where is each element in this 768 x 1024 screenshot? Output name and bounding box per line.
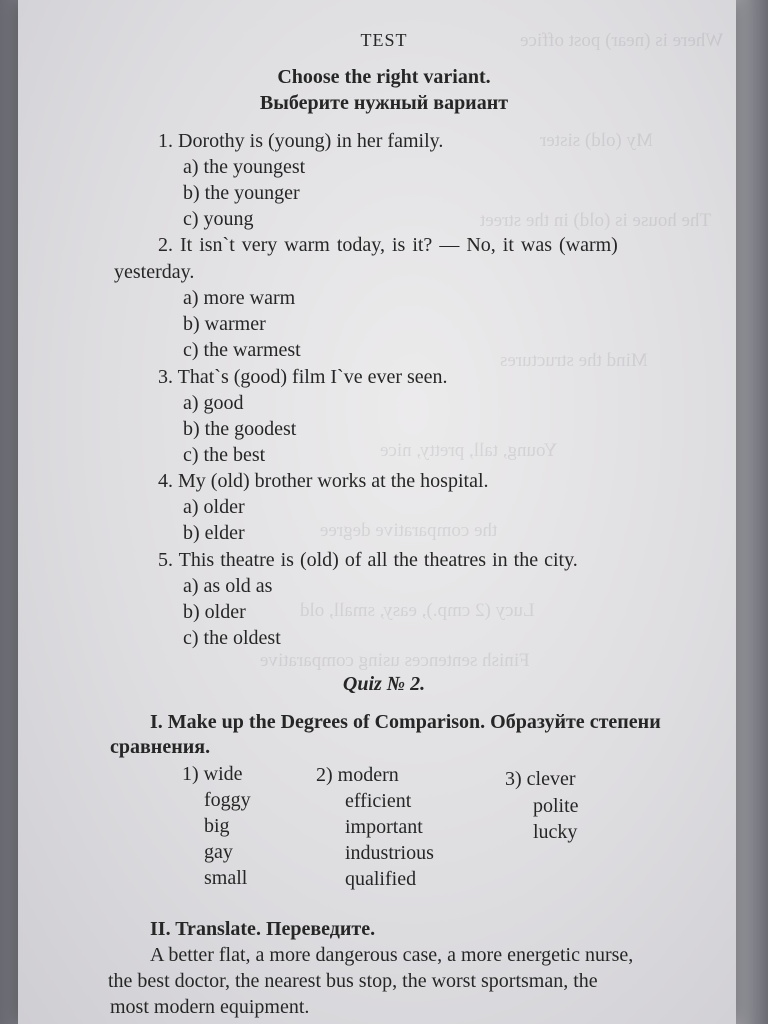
question-4-option-b: b) elder — [183, 522, 245, 544]
column-3-word: polite — [533, 795, 579, 817]
column-2-word: industrious — [345, 842, 434, 864]
question-3-stem: 3. That`s (good) film I`ve ever seen. — [158, 366, 448, 388]
question-1-option-b: b) the younger — [183, 182, 300, 204]
page-title: TEST — [360, 30, 408, 50]
question-4-stem: 4. My (old) brother works at the hospital. — [158, 470, 489, 492]
question-1-stem: 1. Dorothy is (young) in her family. — [158, 130, 444, 152]
question-2-option-c: c) the warmest — [183, 339, 301, 361]
task-1-heading: I. Make up the Degrees of Comparison. Образуйте степени — [150, 711, 661, 733]
question-3-option-c: c) the best — [183, 444, 266, 466]
question-1-option-a: a) the youngest — [183, 156, 306, 178]
column-1-word: foggy — [204, 789, 251, 811]
question-5-option-a: a) as old as — [183, 575, 273, 597]
question-3-option-a: a) good — [183, 392, 244, 414]
question-2-stem: 2. It isn`t very warm today, is it? — No, it was (warm) — [158, 234, 618, 256]
question-2-stem-continued: yesterday. — [114, 261, 195, 283]
question-4-option-a: a) older — [183, 496, 245, 518]
question-2-option-b: b) warmer — [183, 313, 266, 335]
column-1-word: gay — [204, 841, 233, 863]
column-1-word: big — [204, 815, 230, 837]
question-3-option-b: b) the goodest — [183, 418, 297, 440]
column-3-label: 3) clever — [505, 768, 576, 790]
question-5-option-c: c) the oldest — [183, 627, 281, 649]
instruction-english: Choose the right variant. — [277, 66, 491, 88]
task-2-heading: II. Translate. Переведите. — [150, 918, 376, 940]
translation-line-2: the best doctor, the nearest bus stop, the worst sportsman, the — [108, 970, 598, 992]
column-1-label: 1) wide — [182, 763, 243, 785]
question-1-option-c: c) young — [183, 208, 254, 230]
question-2-option-a: a) more warm — [183, 287, 296, 309]
question-5-stem: 5. This theatre is (old) of all the theatres in the city. — [158, 549, 578, 571]
column-3-word: lucky — [533, 821, 578, 843]
column-2-word: qualified — [345, 868, 417, 890]
column-1-word: small — [204, 867, 248, 889]
instruction-russian: Выберите нужный вариант — [259, 92, 509, 114]
question-5-option-b: b) older — [183, 601, 246, 623]
column-2-label: 2) modern — [316, 764, 399, 786]
column-2-word: efficient — [345, 790, 412, 812]
column-2-word: important — [345, 816, 423, 838]
translation-line-3: most modern equipment. — [110, 996, 310, 1018]
translation-line-1: A better flat, a more dangerous case, a more energetic nurse, — [150, 944, 634, 966]
task-1-heading-continued: сравнения. — [110, 736, 211, 758]
quiz-title: Quiz № 2. — [342, 673, 426, 695]
